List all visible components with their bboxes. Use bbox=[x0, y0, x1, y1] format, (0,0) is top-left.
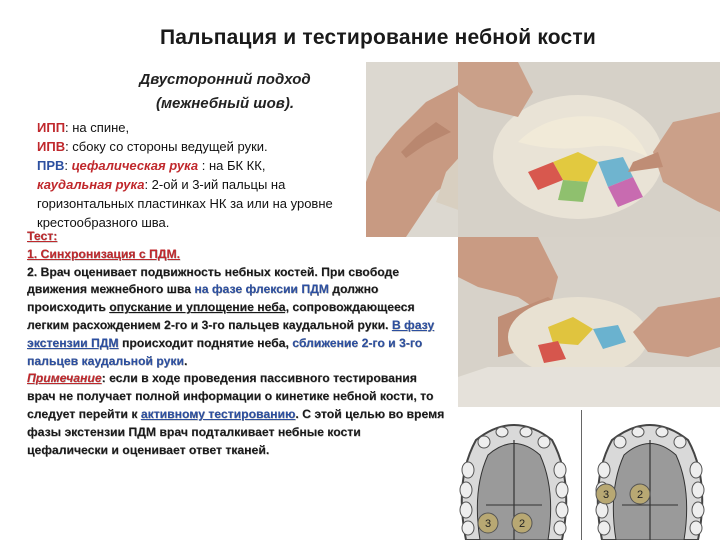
subtitle-line-2: (межнебный шов). bbox=[155, 95, 295, 112]
test-p2: должно происходить bbox=[27, 282, 379, 315]
ipv-text: : сбоку со стороны ведущей руки. bbox=[65, 139, 268, 154]
test-p4-end: . bbox=[183, 353, 188, 368]
caudal-line bbox=[37, 175, 377, 232]
photo-skull-top bbox=[458, 62, 720, 237]
intro-block bbox=[37, 118, 377, 232]
active-testing: активному тестированию bbox=[140, 406, 296, 421]
caudal-text: : 2-ой и 3-ий пальцы на горизонтальных пластинках НК за или на уровне крестообразного шва. bbox=[37, 177, 333, 230]
note-paragraph bbox=[27, 370, 445, 459]
note-text-2: . С этой целью во время фазы экстензии ПДМ врач подталкивает небные кости цефалически и оценивает ответ тканей. bbox=[27, 406, 445, 457]
palate-left-label-3: 3 bbox=[484, 518, 492, 530]
cephalic-hand: цефалическая рука bbox=[71, 158, 199, 173]
extension-phase: В фазу экстензии ПДМ bbox=[27, 317, 435, 350]
palate-illustration-left bbox=[446, 410, 582, 540]
prv-sep: : bbox=[64, 158, 72, 173]
flexion-phase: на фазе флексии ПДМ bbox=[194, 282, 329, 297]
test-p3: сопровождающееся легким расхождением 2-го и 3-го пальцев каудальной руки. bbox=[27, 300, 415, 332]
ipv-line bbox=[37, 137, 377, 156]
caudal-hand: каудальная рука bbox=[37, 177, 145, 192]
prv-text: : на БК КК, bbox=[198, 158, 266, 173]
ipv-label: ИПВ bbox=[37, 139, 66, 154]
fingers-approach: сближение 2-го и 3-го пальцев каудальной руки bbox=[27, 335, 423, 368]
note-label: Примечание bbox=[27, 371, 102, 386]
palate-lowering: опускание и уплощение неба, bbox=[109, 300, 289, 315]
test-item-1: 1. Синхронизация с ПДМ. bbox=[27, 246, 181, 261]
test-paragraph bbox=[27, 264, 445, 371]
subtitle bbox=[90, 68, 360, 116]
subtitle-line-1: Двусторонний подход bbox=[139, 71, 311, 88]
photo-hand-left bbox=[366, 62, 464, 237]
test-block bbox=[27, 228, 445, 459]
test-heading: Тест: bbox=[27, 229, 58, 243]
palate-left-label-2: 2 bbox=[518, 518, 526, 530]
ipp-label: ИПП bbox=[37, 120, 66, 135]
photo-skull-bottom bbox=[458, 237, 720, 407]
note-text-1: : если в ходе проведения пассивного тестирования врач не получает полной информации о кинетике небной кости, то следует перейти к bbox=[27, 371, 434, 421]
ipp-text: : на спине, bbox=[65, 120, 130, 135]
prv-line bbox=[37, 156, 377, 175]
test-p4: происходит поднятие неба, bbox=[118, 335, 293, 350]
ipp-line bbox=[37, 118, 377, 137]
palate-right-label-2: 2 bbox=[636, 489, 644, 501]
page-title: Пальпация и тестирование небной кости bbox=[159, 26, 597, 49]
prv-label: ПРВ bbox=[37, 158, 65, 173]
test-p1: 2. Врач оценивает подвижность небных костей. При свободе движения межнебного шва bbox=[27, 264, 400, 297]
palate-right-label-3: 3 bbox=[602, 489, 610, 501]
palate-illustration-right bbox=[582, 410, 718, 540]
